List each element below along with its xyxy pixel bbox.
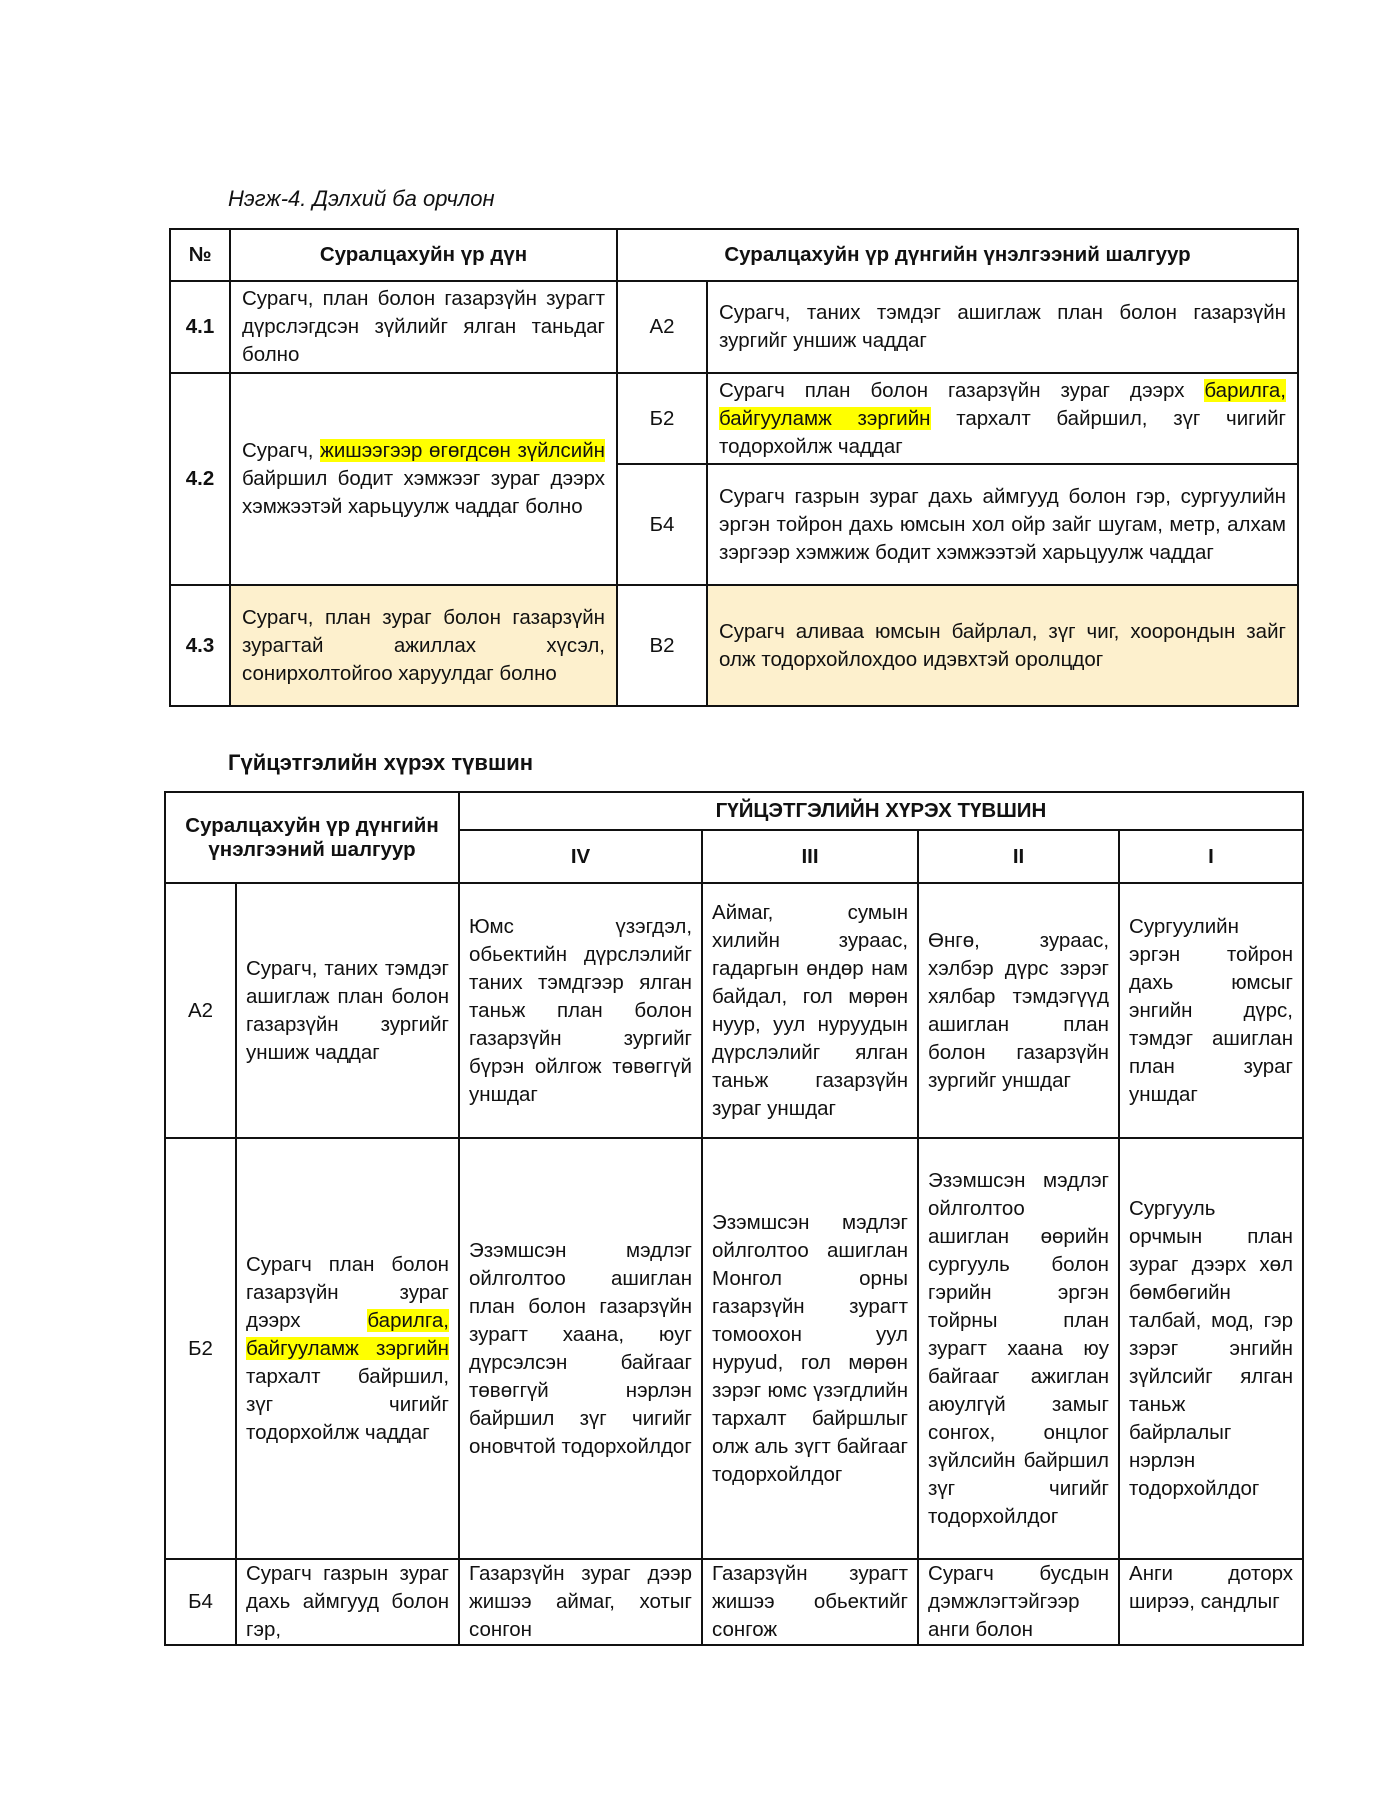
level-cell: Эзэмшсэн мэдлэг ойлголтоо ашиглан Монгол орны газарзүйн зурагт томоохон уул нуруud, гол мөрөн зэрэг юмс үзэгдлийн тархалт байршлыг олж аль зүгт байгааг тодорхойлдог bbox=[702, 1138, 918, 1559]
text: тархалт байршил, зүг чигийг тодорхойлж чаддаг bbox=[246, 1364, 450, 1444]
level-ii: II bbox=[918, 830, 1119, 883]
criterion-code: А2 bbox=[617, 281, 707, 373]
header-criteria: Суралцахуйн үр дүнгийн үнэлгээний шалгуур bbox=[165, 792, 459, 883]
table-row bbox=[170, 373, 1298, 464]
unit-title: Нэгж-4. Дэлхий ба орчлон bbox=[228, 186, 495, 211]
row-no: 4.3 bbox=[170, 585, 230, 706]
header-no: № bbox=[170, 229, 230, 281]
level-cell: Газарзүйн зураг дээр жишээ аймаг, хотыг сонгон bbox=[469, 1562, 693, 1641]
level-i: I bbox=[1119, 830, 1303, 883]
header-criteria: Суралцахуйн үр дүнгийн үнэлгээний шалгуур bbox=[617, 229, 1298, 281]
criterion-text: Сурагч, таних тэмдэг ашиглаж план болон газарзүйн зургийг уншиж чаддаг bbox=[707, 281, 1298, 373]
outcome-text bbox=[230, 373, 617, 585]
header-outcome: Суралцахуйн үр дүн bbox=[230, 229, 617, 281]
table-row bbox=[165, 1559, 1303, 1645]
table-row bbox=[165, 883, 1303, 1138]
highlighted-text: барилга, байгууламж зэргийн bbox=[246, 1308, 450, 1360]
performance-levels-table bbox=[164, 791, 1304, 1646]
row-no: 4.2 bbox=[170, 373, 230, 585]
text: байршил бодит хэмжээг зураг дээрх хэмжээтэй харьцуулж чаддаг болно bbox=[242, 467, 605, 518]
level-cell: Сургуулийн эргэн тойрон дахь юмсыг энгийн дүрс, тэмдэг ашиглан план зураг уншдаг bbox=[1119, 883, 1303, 1138]
criterion-text: Сурагч аливаа юмсын байрлал, зүг чиг, хоорондын зайг олж тодорхойлохдоо идэвхтэй оролцдог bbox=[707, 585, 1298, 706]
level-cell: Эзэмшсэн мэдлэг ойлголтоо ашиглан план болон газарзүйн зурагт хаана, юуг дүрсэлсэн байгааг төвөггүй нэрлэн байршил зүг чигийг оновчтой тодорхойлдог bbox=[459, 1138, 702, 1559]
criterion-code: Б4 bbox=[617, 464, 707, 585]
criterion-code: Б2 bbox=[617, 373, 707, 464]
criterion-text bbox=[707, 373, 1298, 464]
level-cell: Аймаг, сумын хилийн зураас, гадаргын өндөр нам байдал, гол мөрөн нуур, уул нуруудын дүрслэлийг ялган таньж газарзүйн зураг уншдаг bbox=[702, 883, 918, 1138]
header-levels: ГҮЙЦЭТГЭЛИЙН ХҮРЭХ ТҮВШИН bbox=[459, 792, 1303, 830]
learning-outcomes-table bbox=[169, 228, 1299, 707]
level-cell: Сургууль орчмын план зураг дээрх хөл бөмбөгийн талбай, мод, гэр зэрэг энгийн зүйлсийг ялган таньж байрлалыг нэрлэн тодорхойлдог bbox=[1119, 1138, 1303, 1559]
highlighted-text: барилга, байгууламж зэргийн bbox=[719, 378, 1287, 430]
text: Сурагч, bbox=[242, 439, 321, 462]
table-row bbox=[170, 281, 1298, 373]
level-cell: Юмс үзэгдэл, обьектийн дүрслэлийг таних тэмдгээр ялган таньж план болон газарзүйн зургийг бүрэн ойлгож төвөггүй уншдаг bbox=[459, 883, 702, 1138]
row-no: 4.1 bbox=[170, 281, 230, 373]
highlighted-text: жишээгээр өгөгдсөн зүйлсийн bbox=[320, 439, 605, 462]
criterion-text: Сурагч газрын зураг дахь аймгууд болон гэр, сургуулийн эргэн тойрон дахь юмсын хол ойр зайг шугам, метр, алхам зэргээр хэмжиж бодит хэмжээтэй харьцуулж чаддаг bbox=[707, 464, 1298, 585]
level-cell: Газарзүйн зурагт жишээ обьектийг сонгож bbox=[712, 1562, 909, 1641]
text: Сурагч план болон газарзүйн зураг дээрх bbox=[246, 1252, 450, 1332]
table-row bbox=[165, 1138, 1303, 1559]
level-cell: Эзэмшсэн мэдлэг ойлголтоо ашиглан өөрийн сургууль болон гэрийн эргэн тойрны план зурагт хаана юу байгааг ажиглан аюулгүй замыг сонгох, онцлог зүйлсийн байршил зүг чигийг тодорхойлдог bbox=[918, 1138, 1119, 1559]
level-cell: Анги доторх ширээ, сандлыг bbox=[1129, 1562, 1294, 1613]
criterion-text: Сурагч газрын зураг дахь аймгууд болон гэр, bbox=[246, 1562, 450, 1641]
level-cell: Өнгө, зураас, хэлбэр дүрс зэрэг хялбар тэмдэгүүд ашиглан план болон газарзүйн зургийг уншдаг bbox=[918, 883, 1119, 1138]
criterion-code: В2 bbox=[617, 585, 707, 706]
section-heading: Гүйцэтгэлийн хүрэх түвшин bbox=[228, 750, 534, 775]
criterion-code: Б4 bbox=[165, 1559, 236, 1645]
criterion-text: Сурагч, таних тэмдэг ашиглаж план болон газарзүйн зургийг уншиж чаддаг bbox=[236, 883, 459, 1138]
text: тархалт байршил, зүг чигийг тодорхойлж чаддаг bbox=[719, 406, 1287, 458]
criterion-text bbox=[236, 1138, 459, 1559]
level-cell: Сурагч бусдын дэмжлэгтэйгээр анги болон bbox=[928, 1562, 1110, 1641]
criterion-code: А2 bbox=[165, 883, 236, 1138]
criterion-code: Б2 bbox=[165, 1138, 236, 1559]
level-iii: III bbox=[702, 830, 918, 883]
text: Сурагч план болон газарзүйн зураг дээрх bbox=[719, 378, 1205, 402]
outcome-text: Сурагч, план зураг болон газарзүйн зурагтай ажиллах хүсэл, сонирхолтойгоо харуулдаг болно bbox=[230, 585, 617, 706]
outcome-text: Сурагч, план болон газарзүйн зурагт дүрслэгдсэн зүйлийг ялган таньдаг болно bbox=[230, 281, 617, 373]
level-iv: IV bbox=[459, 830, 702, 883]
table-row bbox=[170, 585, 1298, 706]
